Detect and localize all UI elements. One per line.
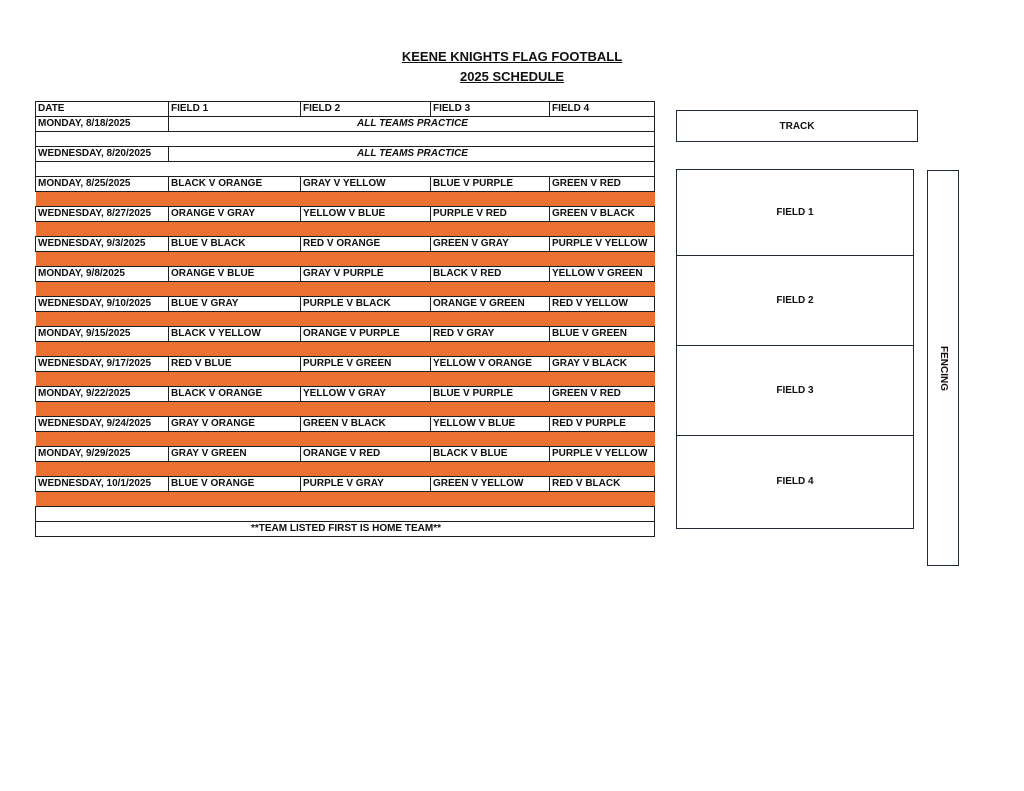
game-matchup-field-2: ORANGE V PURPLE — [301, 327, 431, 342]
game-matchup-field-4: GREEN V BLACK — [550, 207, 655, 222]
game-matchup-field-2: PURPLE V GREEN — [301, 357, 431, 372]
header-cell-field-1: FIELD 1 — [169, 102, 301, 117]
game-row — [36, 327, 655, 342]
game-matchup-field-1: BLUE V BLACK — [169, 237, 301, 252]
field-2-label: FIELD 2 — [776, 295, 814, 306]
game-matchup-field-1: GRAY V GREEN — [169, 447, 301, 462]
separator-row — [36, 222, 655, 237]
game-matchup-field-3: YELLOW V BLUE — [431, 417, 550, 432]
game-row — [36, 387, 655, 402]
practice-note: ALL TEAMS PRACTICE — [169, 117, 655, 132]
game-matchup-field-3: PURPLE V RED — [431, 207, 550, 222]
game-date: MONDAY, 9/22/2025 — [36, 387, 169, 402]
game-matchup-field-1: BLUE V GRAY — [169, 297, 301, 312]
practice-date: WEDNESDAY, 8/20/2025 — [36, 147, 169, 162]
field-3-label: FIELD 3 — [776, 385, 814, 396]
spacer-row — [36, 507, 655, 522]
schedule-table — [35, 101, 655, 537]
game-matchup-field-1: RED V BLUE — [169, 357, 301, 372]
game-matchup-field-1: BLACK V ORANGE — [169, 177, 301, 192]
game-matchup-field-3: BLUE V PURPLE — [431, 177, 550, 192]
home-team-note: **TEAM LISTED FIRST IS HOME TEAM** — [36, 522, 655, 537]
track-area — [676, 110, 918, 142]
game-matchup-field-4: PURPLE V YELLOW — [550, 447, 655, 462]
game-date: MONDAY, 9/8/2025 — [36, 267, 169, 282]
field-2-area — [677, 256, 913, 346]
game-row — [36, 177, 655, 192]
header-cell-field-3: FIELD 3 — [431, 102, 550, 117]
game-matchup-field-4: RED V YELLOW — [550, 297, 655, 312]
game-date: WEDNESDAY, 9/17/2025 — [36, 357, 169, 372]
game-row — [36, 447, 655, 462]
separator-row — [36, 282, 655, 297]
game-row — [36, 267, 655, 282]
field-map — [676, 169, 914, 529]
game-row — [36, 207, 655, 222]
game-row — [36, 357, 655, 372]
game-date: MONDAY, 9/15/2025 — [36, 327, 169, 342]
separator-row — [36, 192, 655, 207]
game-row — [36, 477, 655, 492]
separator-row — [36, 342, 655, 357]
practice-note: ALL TEAMS PRACTICE — [169, 147, 655, 162]
practice-date: MONDAY, 8/18/2025 — [36, 117, 169, 132]
game-matchup-field-4: GREEN V RED — [550, 177, 655, 192]
game-matchup-field-3: ORANGE V GREEN — [431, 297, 550, 312]
schedule-title: KEENE KNIGHTS FLAG FOOTBALL — [401, 49, 623, 64]
game-matchup-field-2: YELLOW V GRAY — [301, 387, 431, 402]
game-matchup-field-4: PURPLE V YELLOW — [550, 237, 655, 252]
field-4-area — [677, 436, 913, 527]
practice-row — [36, 147, 655, 162]
game-matchup-field-4: GREEN V RED — [550, 387, 655, 402]
game-matchup-field-2: ORANGE V RED — [301, 447, 431, 462]
game-matchup-field-4: YELLOW V GREEN — [550, 267, 655, 282]
game-matchup-field-2: YELLOW V BLUE — [301, 207, 431, 222]
separator-row — [36, 432, 655, 447]
game-date: WEDNESDAY, 10/1/2025 — [36, 477, 169, 492]
game-matchup-field-4: RED V PURPLE — [550, 417, 655, 432]
header-cell-field-2: FIELD 2 — [301, 102, 431, 117]
header-cell-field-4: FIELD 4 — [550, 102, 655, 117]
spacer-row — [36, 132, 655, 147]
game-matchup-field-3: YELLOW V ORANGE — [431, 357, 550, 372]
separator-row — [36, 312, 655, 327]
spacer-row — [36, 162, 655, 177]
game-matchup-field-2: GRAY V PURPLE — [301, 267, 431, 282]
game-matchup-field-2: RED V ORANGE — [301, 237, 431, 252]
game-date: MONDAY, 8/25/2025 — [36, 177, 169, 192]
separator-row — [36, 492, 655, 507]
game-matchup-field-4: RED V BLACK — [550, 477, 655, 492]
game-matchup-field-1: BLACK V YELLOW — [169, 327, 301, 342]
separator-row — [36, 402, 655, 417]
game-matchup-field-2: GRAY V YELLOW — [301, 177, 431, 192]
field-4-label: FIELD 4 — [776, 476, 814, 487]
fencing-label: FENCING — [937, 345, 949, 391]
game-matchup-field-4: GRAY V BLACK — [550, 357, 655, 372]
header-row — [36, 102, 655, 117]
footer-row — [36, 522, 655, 537]
game-matchup-field-3: RED V GRAY — [431, 327, 550, 342]
header-cell-date: DATE — [36, 102, 169, 117]
track-label: TRACK — [779, 120, 815, 132]
game-matchup-field-1: BLUE V ORANGE — [169, 477, 301, 492]
separator-row — [36, 462, 655, 477]
game-matchup-field-3: BLACK V RED — [431, 267, 550, 282]
field-1-area — [677, 170, 913, 256]
game-date: WEDNESDAY, 9/3/2025 — [36, 237, 169, 252]
field-1-label: FIELD 1 — [776, 207, 814, 218]
game-matchup-field-1: ORANGE V BLUE — [169, 267, 301, 282]
game-date: WEDNESDAY, 9/10/2025 — [36, 297, 169, 312]
game-matchup-field-3: BLACK V BLUE — [431, 447, 550, 462]
game-matchup-field-1: GRAY V ORANGE — [169, 417, 301, 432]
game-row — [36, 297, 655, 312]
game-date: MONDAY, 9/29/2025 — [36, 447, 169, 462]
game-matchup-field-3: GREEN V GRAY — [431, 237, 550, 252]
game-matchup-field-1: BLACK V ORANGE — [169, 387, 301, 402]
field-3-area — [677, 346, 913, 436]
separator-row — [36, 252, 655, 267]
game-matchup-field-3: GREEN V YELLOW — [431, 477, 550, 492]
schedule-subtitle: 2025 SCHEDULE — [459, 69, 565, 84]
fencing-area — [927, 170, 959, 566]
practice-row — [36, 117, 655, 132]
separator-row — [36, 372, 655, 387]
game-date: WEDNESDAY, 8/27/2025 — [36, 207, 169, 222]
game-matchup-field-4: BLUE V GREEN — [550, 327, 655, 342]
game-matchup-field-1: ORANGE V GRAY — [169, 207, 301, 222]
game-date: WEDNESDAY, 9/24/2025 — [36, 417, 169, 432]
game-matchup-field-2: PURPLE V BLACK — [301, 297, 431, 312]
game-row — [36, 417, 655, 432]
game-row — [36, 237, 655, 252]
game-matchup-field-3: BLUE V PURPLE — [431, 387, 550, 402]
game-matchup-field-2: PURPLE V GRAY — [301, 477, 431, 492]
game-matchup-field-2: GREEN V BLACK — [301, 417, 431, 432]
